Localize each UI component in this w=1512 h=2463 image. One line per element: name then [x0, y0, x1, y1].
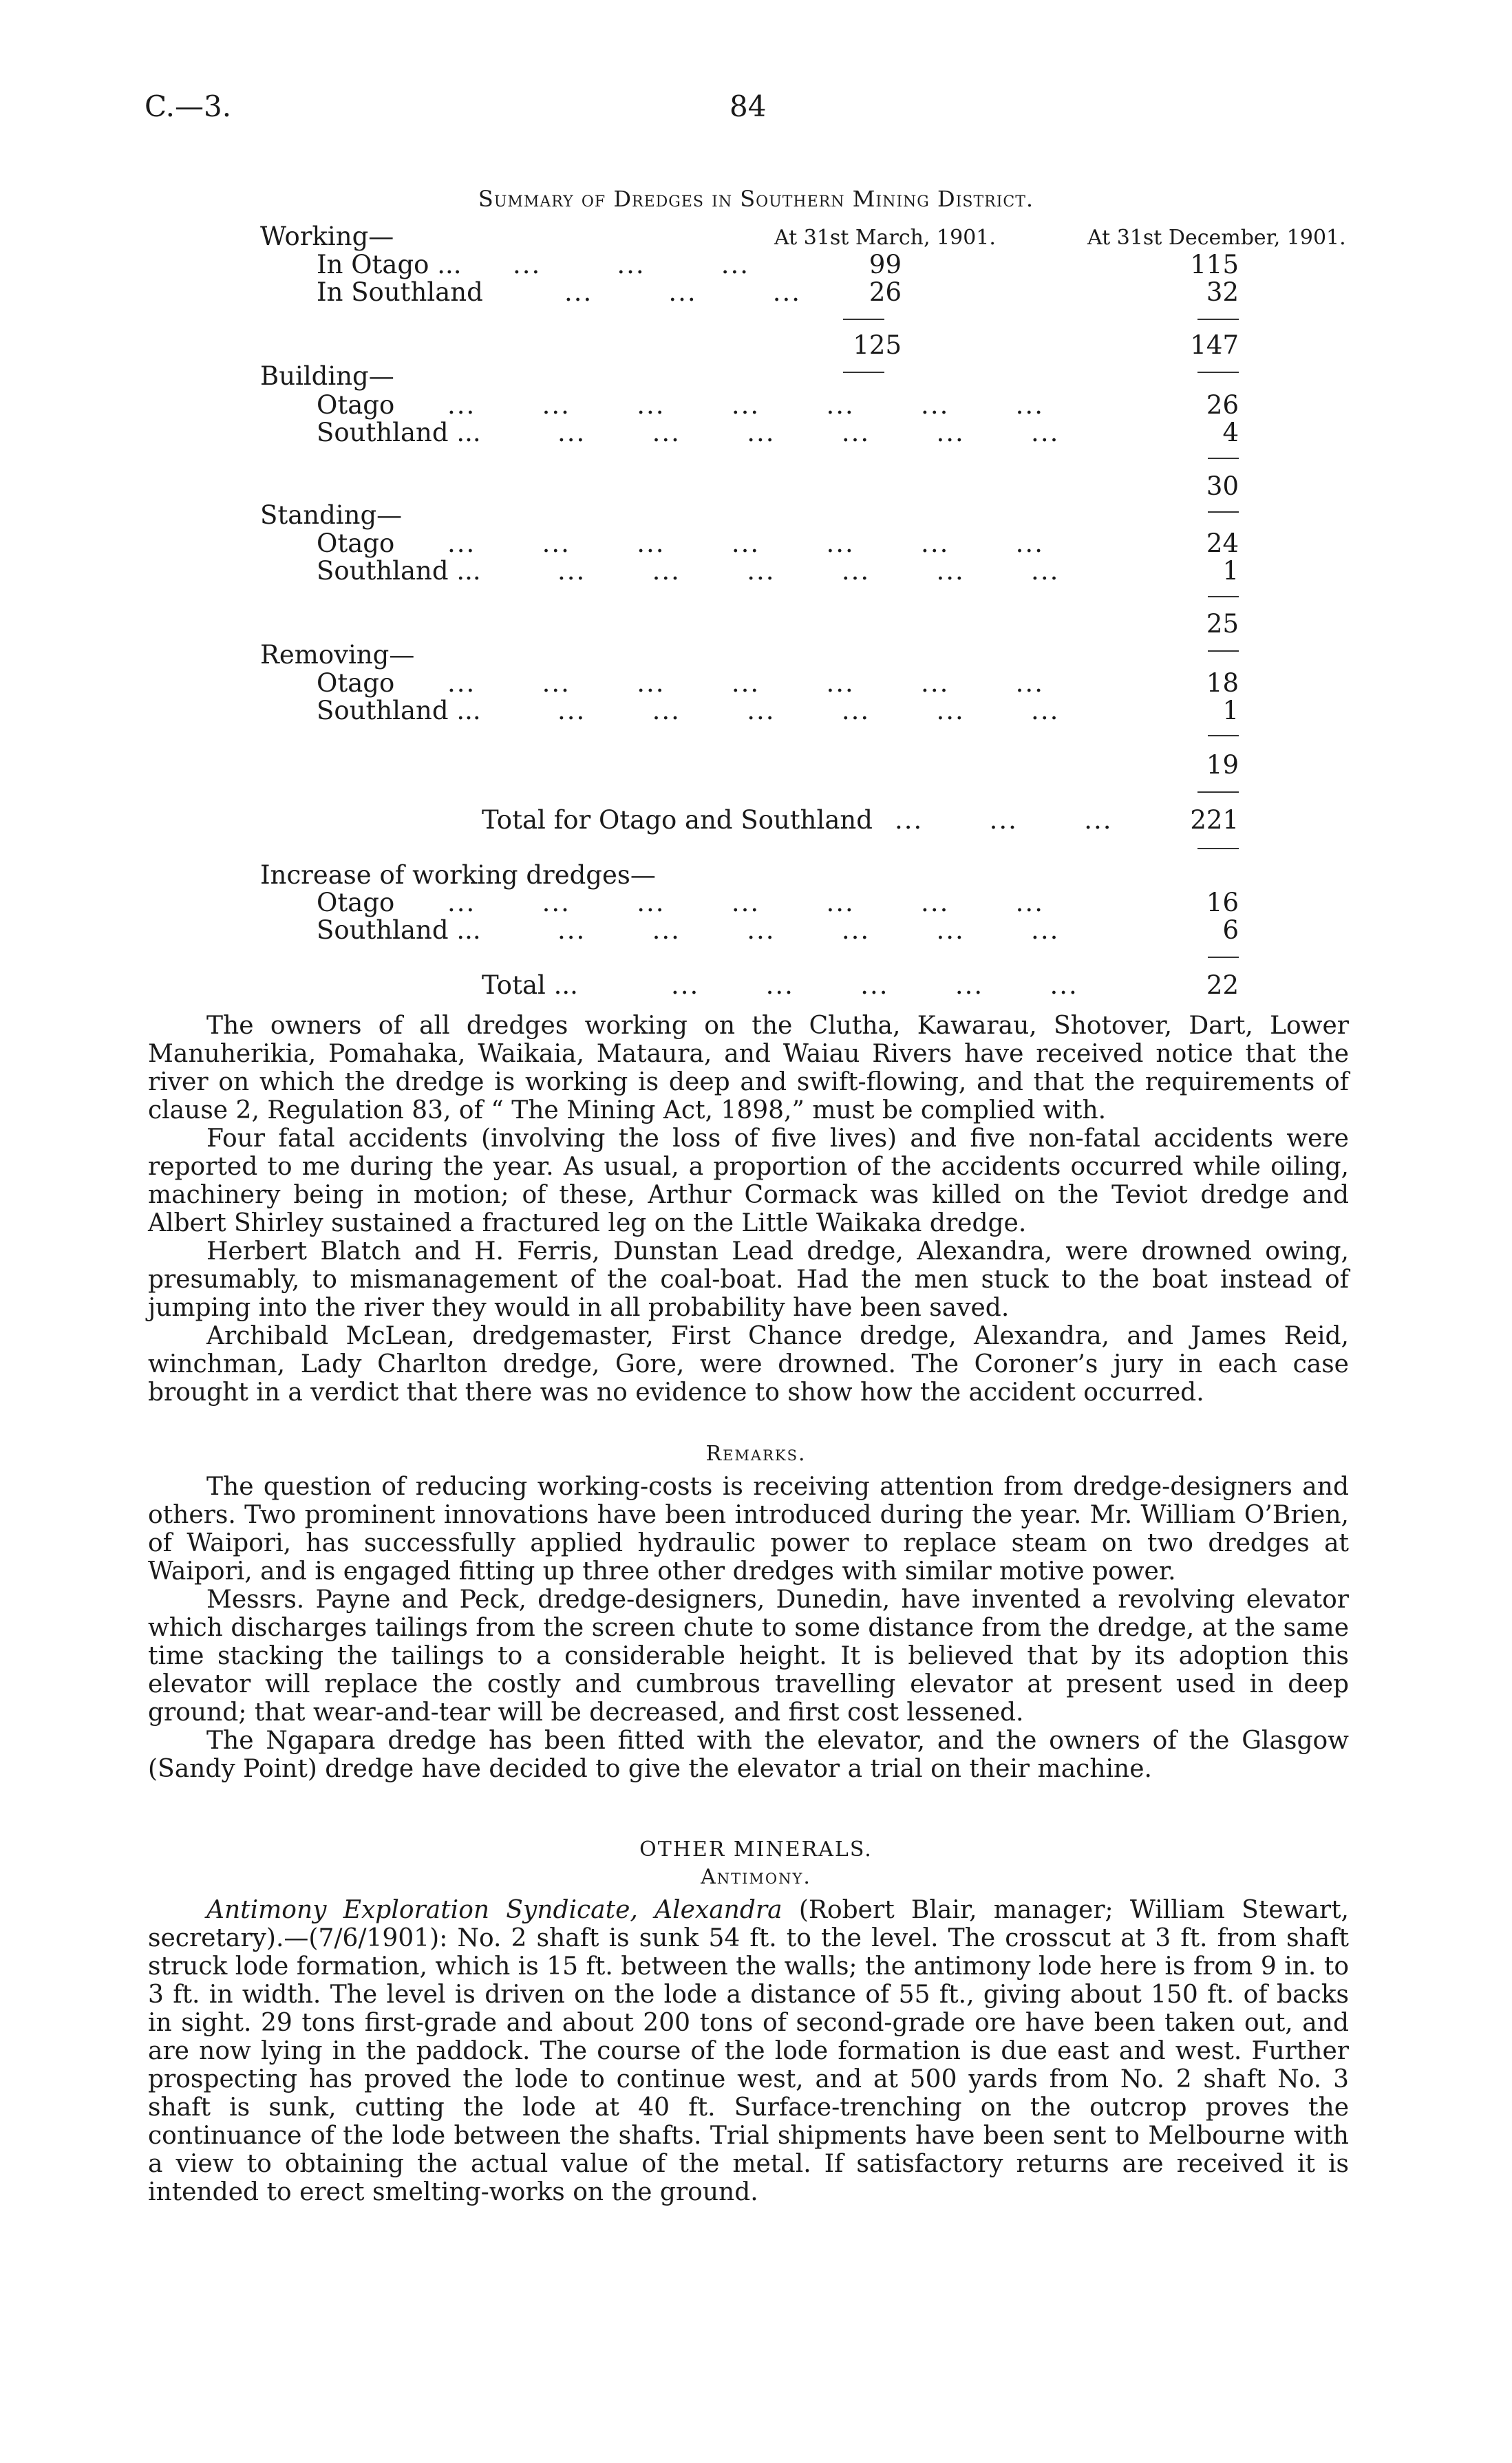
rule	[1197, 319, 1239, 320]
working-december-value: 115	[1190, 250, 1239, 279]
increase-total: 22	[1206, 970, 1239, 1000]
leader-dots: ... ... ... ... ... ...	[557, 418, 1060, 447]
working-march-value: 26	[869, 277, 902, 307]
standing-row-label: Southland ...	[317, 556, 481, 586]
rule	[843, 372, 884, 373]
grand-total-label: Total for Otago and Southland	[482, 805, 873, 835]
syndicate-text: (Robert Blair, manager; William Stewart, secretary).—(7/6/1901): No. 2 shaft is sunk 54 ft. to the level. The crosscut at 3 ft. from shaft struck lode formation, which is 15 ft. between the walls; the antimony lode here is from 9 in. to 3 ft. in width. The level is driven on the lode a distance of 55 ft., giving about 150 ft. of backs in sight. 29 tons first-grade and about 200 tons of second-grade ore have been taken out, and are now lying in the paddock. The course of the lode formation is due east and west. Further prospecting has proved the lode to continue west, and at 500 yards from No. 2 shaft No. 3 shaft is sunk, cutting the lode at 40 ft. Surface-trenching on the outcrop proves the continuance of the lode between the shafts. Trial shipments have been sent to Melbourne with a view to obtaining the actual value of the metal. If satisfactory returns are received it is intended to erect smelting-works on the ground.	[148, 1896, 1349, 2206]
paragraph: Herbert Blatch and H. Ferris, Dunstan Lead dredge, Alexandra, were drowned owing, presumably, to mismanagement of the coal-boat. Had the men stuck to the boat instead of jumping into the river they would in all probability have been saved.	[148, 1237, 1349, 1322]
removing-row-label: Southland ...	[317, 696, 481, 725]
working-row-label: In Otago ...	[317, 250, 462, 279]
leader-dots: ... ... ...	[513, 250, 750, 279]
leader-dots: ... ... ... ... ... ...	[557, 696, 1060, 725]
rule	[1197, 791, 1239, 793]
leader-dots: ... ... ... ... ... ...	[557, 915, 1060, 945]
series-code: C.—3.	[145, 89, 232, 123]
paragraph: The Ngapara dredge has been fitted with the elevator, and the owners of the Glasgow (Sandy Point) dredge have decided to give the elevator a trial on their machine.	[148, 1727, 1349, 1783]
leader-dots: ... ... ... ... ...	[671, 970, 1078, 1000]
increase-heading: Increase of working dredges—	[260, 860, 656, 890]
paragraph: The question of reducing working-costs is receiving attention from dredge-designers and others. Two prominent innovations have been introduced during the year. Mr. William O’Brien, of Waipori, has successfully applied hydraulic power to replace steam on two dredges at Waipori, and is engaged fitting up three other dredges with similar motive power.	[148, 1473, 1349, 1586]
working-heading: Working—	[260, 222, 394, 251]
working-march-value: 99	[869, 250, 902, 279]
antimony-text	[148, 1896, 1349, 2206]
rule	[1208, 596, 1239, 597]
rule	[1197, 372, 1239, 373]
rule	[1208, 650, 1239, 652]
body-text	[148, 1012, 1349, 1407]
building-row-label: Otago	[317, 390, 395, 420]
paragraph: Four fatal accidents (involving the loss of five lives) and five non-fatal accidents were reported to me during the year. As usual, a proportion of the accidents occurred while oiling, machinery being in motion; of these, Arthur Cormack was killed on the Teviot dredge and Albert Shirley sustained a fractured leg on the Little Waikaka dredge.	[148, 1124, 1349, 1237]
other-minerals-heading: OTHER MINERALS.	[639, 1837, 873, 1862]
working-december-value: 32	[1206, 277, 1239, 307]
removing-value: 1	[1222, 696, 1239, 725]
remarks-heading: Remarks.	[705, 1442, 807, 1466]
increase-value: 6	[1222, 915, 1239, 945]
standing-value: 24	[1206, 529, 1239, 558]
page-number: 84	[730, 89, 767, 123]
rule	[1208, 957, 1239, 958]
paragraph: The owners of all dredges working on the Clutha, Kawarau, Shotover, Dart, Lower Manuherikia, Pomahaka, Waikaia, Mataura, and Waiau Rivers have received notice that the river on which the dredge is working is deep and swift-flowing, and that the requirements of clause 2, Regulation 83, of “ The Mining Act, 1898,” must be complied with.	[148, 1012, 1349, 1124]
removing-total: 19	[1206, 750, 1239, 780]
building-heading: Building—	[260, 361, 394, 391]
building-value: 4	[1222, 418, 1239, 447]
removing-row-label: Otago	[317, 668, 395, 698]
building-row-label: Southland ...	[317, 418, 481, 447]
increase-row-label: Southland ...	[317, 915, 481, 945]
col-december-header: At 31st December, 1901.	[1087, 226, 1346, 250]
standing-value: 1	[1222, 556, 1239, 586]
rule	[843, 319, 884, 320]
paragraph: Messrs. Payne and Peck, dredge-designers, Dunedin, have invented a revolving elevator which discharges tailings from the screen chute to some distance from the dredge, at the same time stacking the tailings to a considerable height. It is believed that by its adoption this elevator will replace the costly and cumbrous travelling elevator at present used in deep ground; that wear-and-tear will be decreased, and first cost lessened.	[148, 1586, 1349, 1727]
leader-dots: ... ... ... ... ... ... ...	[447, 529, 1044, 558]
antimony-heading: Antimony.	[701, 1865, 811, 1889]
paragraph	[148, 1896, 1349, 2206]
building-total: 30	[1206, 471, 1239, 501]
working-row-label: In Southland	[317, 277, 483, 307]
removing-value: 18	[1206, 668, 1239, 698]
rule	[1208, 735, 1239, 736]
leader-dots: ... ... ... ... ... ... ...	[447, 888, 1044, 917]
leader-dots: ... ... ...	[564, 277, 802, 307]
leader-dots: ... ... ... ... ... ... ...	[447, 668, 1044, 698]
removing-heading: Removing—	[260, 640, 415, 670]
increase-row-label: Otago	[317, 888, 395, 917]
increase-total-label: Total ...	[482, 970, 578, 1000]
standing-row-label: Otago	[317, 529, 395, 558]
paragraph: Archibald McLean, dredgemaster, First Chance dredge, Alexandra, and James Reid, winchman, Lady Charlton dredge, Gore, were drowned. The Coroner’s jury in each case brought in a verdict that there was no evidence to show how the accident occurred.	[148, 1322, 1349, 1407]
summary-title: Summary of Dredges in Southern Mining District.	[478, 186, 1034, 212]
leader-dots: ... ... ... ... ... ...	[557, 556, 1060, 586]
leader-dots: ... ... ... ... ... ... ...	[447, 390, 1044, 420]
rule	[1208, 458, 1239, 459]
leader-dots: ... ... ...	[895, 805, 1113, 835]
working-march-total: 125	[853, 330, 902, 360]
standing-total: 25	[1206, 609, 1239, 639]
grand-total-value: 221	[1190, 805, 1239, 835]
col-march-header: At 31st March, 1901.	[774, 226, 996, 250]
increase-value: 16	[1206, 888, 1239, 917]
standing-heading: Standing—	[260, 500, 403, 530]
rule	[1197, 848, 1239, 849]
remarks-text	[148, 1473, 1349, 1783]
syndicate-name: Antimony Exploration Syndicate, Alexandra	[206, 1896, 782, 1924]
rule	[1208, 511, 1239, 513]
building-value: 26	[1206, 390, 1239, 420]
working-december-total: 147	[1190, 330, 1239, 360]
